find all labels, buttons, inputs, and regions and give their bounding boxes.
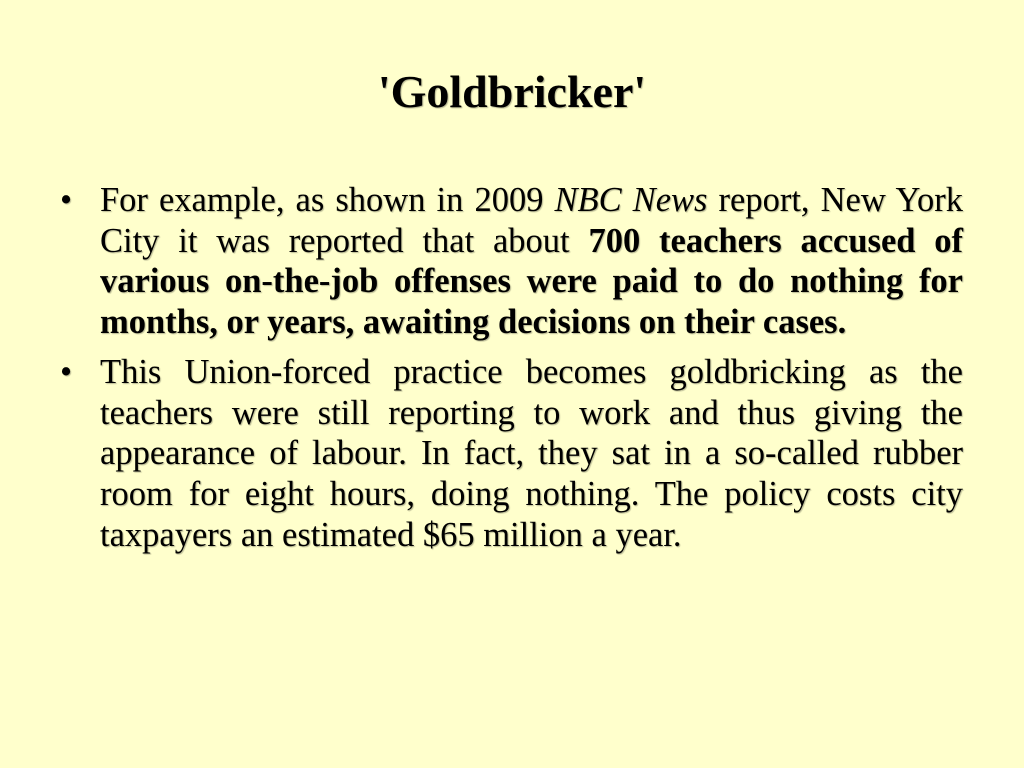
bullet-1-emphasis: 700 teachers accused of various on-the-job offenses were paid to do nothing for months, or years, awaiting decisions on their cases. [100,221,963,342]
bullet-list [60,180,963,564]
bullet-2-text: This Union-forced practice becomes goldbricking as the teachers were still reporting to work and thus giving the appearance of labour. In fact, they sat in a so-called rubber room for eight hours, doing nothing. The policy costs city taxpayers an estimated $65 million a year. [100,352,963,554]
bullet-1-text-start: For example, as shown in 2009 [100,181,555,219]
bullet-item-2 [60,352,963,556]
bullet-marker-icon: • [60,181,73,219]
bullet-1-source-name: NBC News [554,181,708,219]
slide-title: 'Goldbricker' [377,66,647,117]
bullet-item-1 [60,180,963,343]
bullet-marker-icon: • [60,352,73,391]
bullet-1-text-middle: report, New York City it was reported that about [100,181,963,260]
